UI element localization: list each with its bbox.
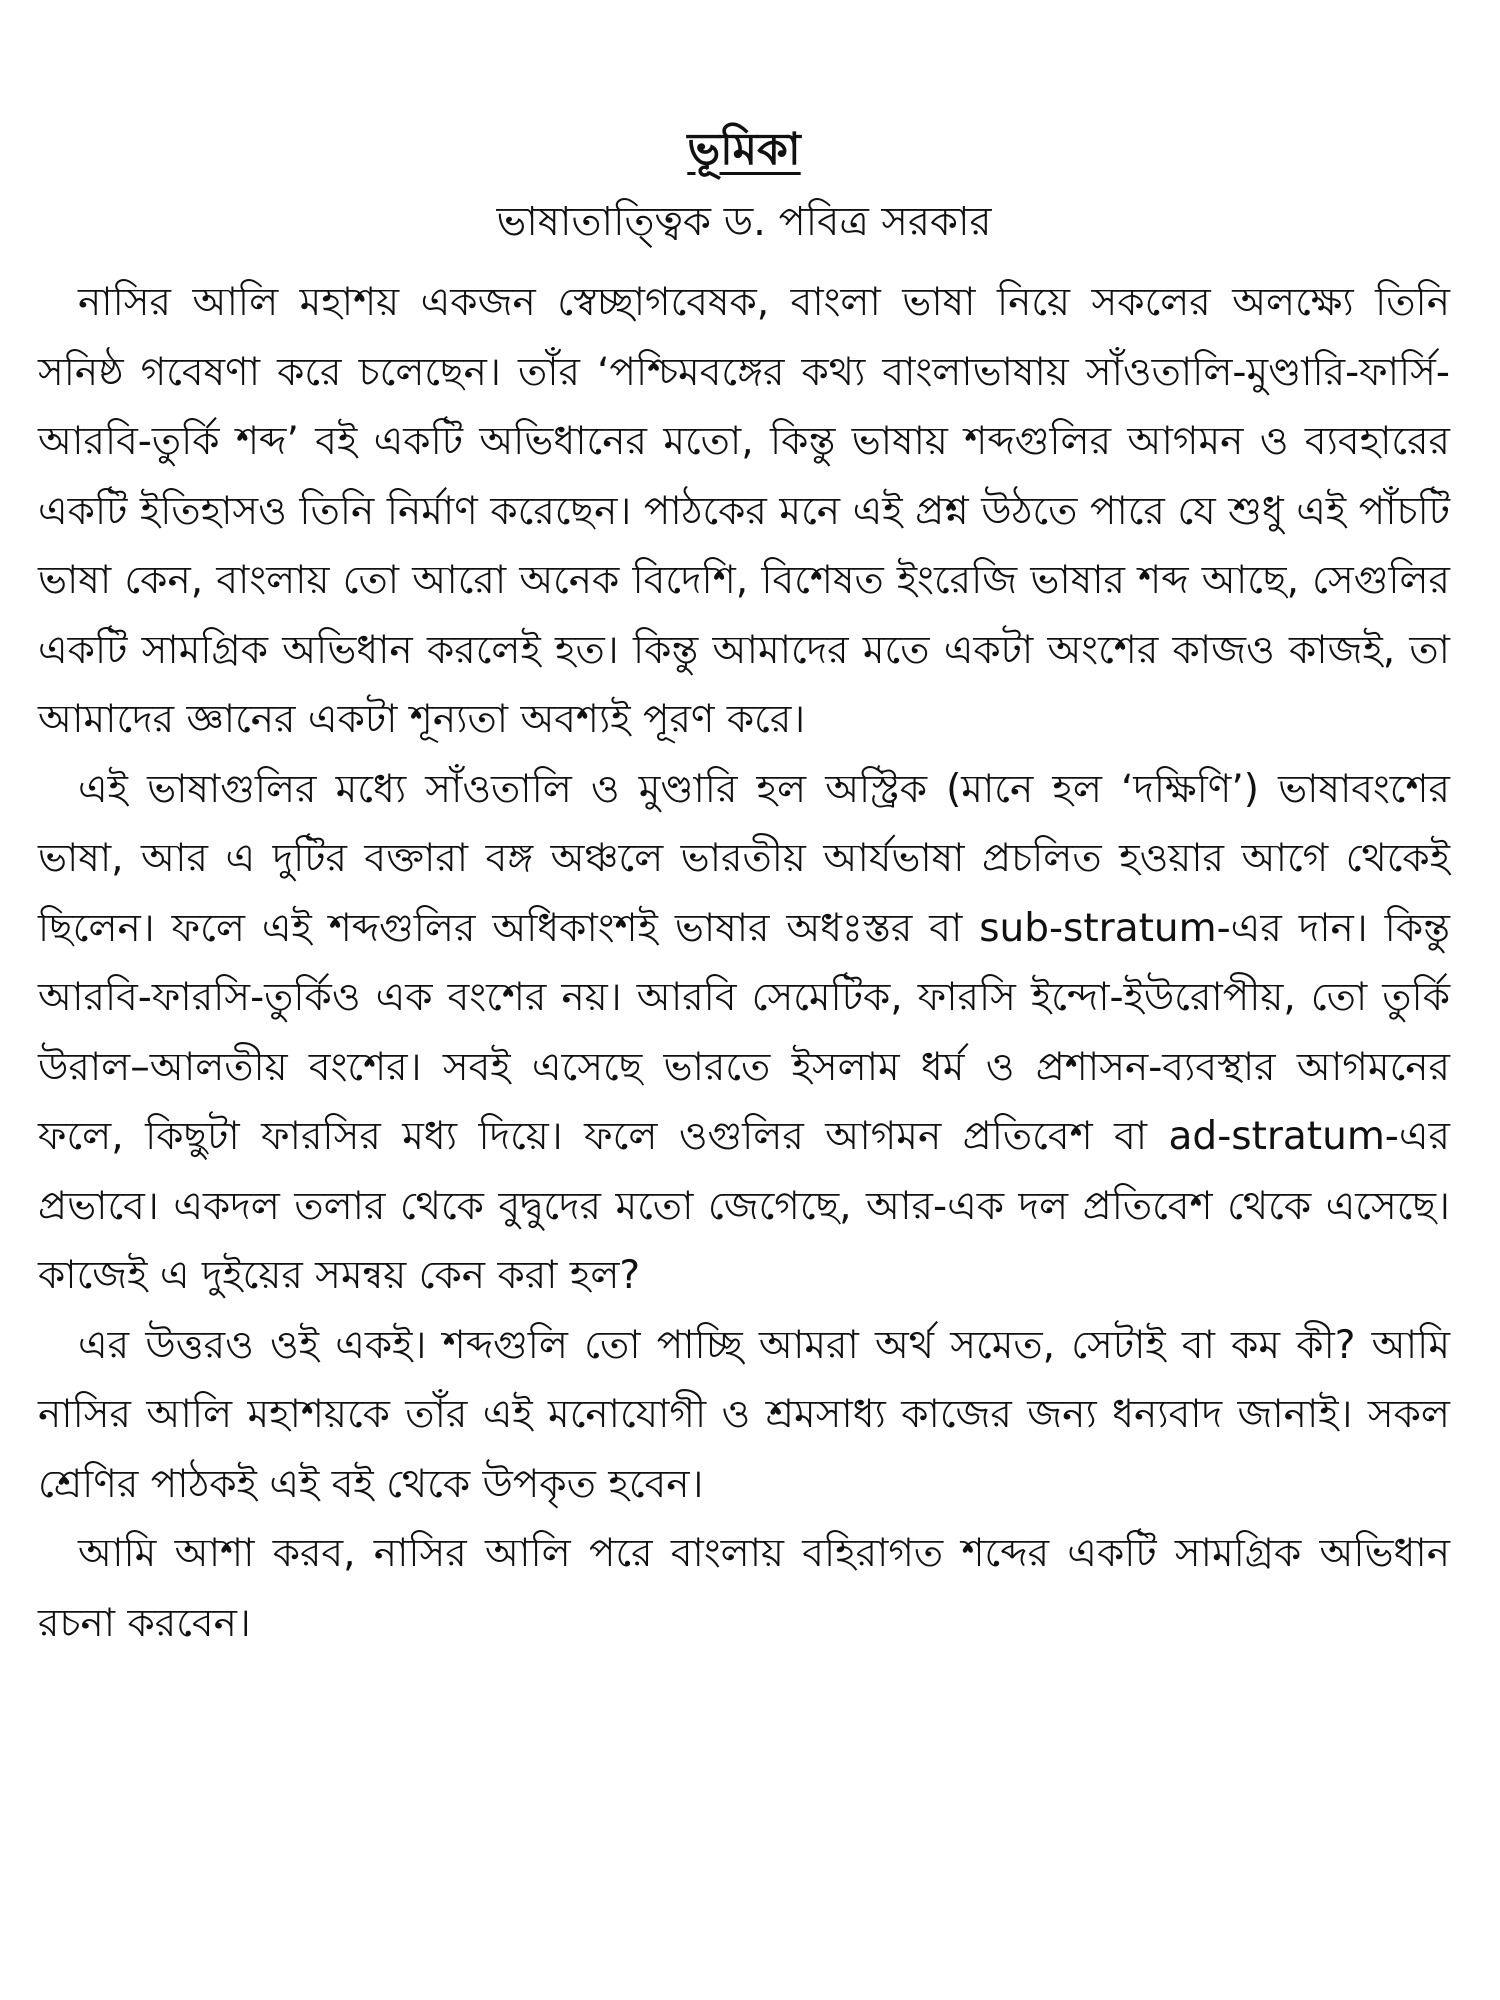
paragraph-4: আমি আশা করব, নাসির আলি পরে বাংলায় বহিরাগত শব্দের একটি সামগ্রিক অভিধান রচনা করবেন। <box>38 1531 1450 1646</box>
page-title-text: ভূমিকা <box>687 124 801 175</box>
paragraph-1: নাসির আলি মহাশয় একজন স্বেচ্ছাগবেষক, বাংলা ভাষা নিয়ে সকলের অলক্ষ্যে তিনি সনিষ্ঠ গবেষণা করে চলেছেন। তাঁর ‘পশ্চিমবঙ্গের কথ্য বাংলাভাষায় সাঁওতালি-মুণ্ডারি-ফার্সি-আরবি-তুর্কি শব্দ’ বই একটি অভিধানের মতো, কিন্তু ভাষায় শব্দগুলির আগমন ও ব্যবহারের একটি ইতিহাসও তিনি নির্মাণ করেছেন। পাঠকের মনে এই প্রশ্ন উঠতে পারে যে শুধু এই পাঁচটি ভাষা কেন, বাংলায় তো আরো অনেক বিদেশি, বিশেষত ইংরেজি ভাষার শব্দ আছে, সেগুলির একটি সামগ্রিক অভিধান করলেই হত। কিন্তু আমাদের মতে একটা অংশের কাজও কাজই, তা আমাদের জ্ঞানের একটা শূন্যতা অবশ্যই পূরণ করে। <box>38 280 1450 742</box>
paragraph-3: এর উত্তরও ওই একই। শব্দগুলি তো পাচ্ছি আমরা অর্থ সমেত, সেটাই বা কম কী? আমি নাসির আলি মহাশয়কে তাঁর এই মনোযোগী ও শ্রমসাধ্য কাজের জন্য ধন্যবাদ জানাই। সকল শ্রেণির পাঠকই এই বই থেকে উপকৃত হবেন। <box>38 1322 1450 1507</box>
document-page <box>38 120 1450 1658</box>
page-title <box>38 120 1450 180</box>
author-line: ভাষাতাত্ত্বিক ড. পবিত্র সরকার <box>496 199 992 245</box>
paragraph-2: এই ভাষাগুলির মধ্যে সাঁওতালি ও মুণ্ডারি হল অস্ট্রিক (মানে হল ‘দক্ষিণি’) ভাষাবংশের ভাষা, আর এ দুটির বক্তারা বঙ্গ অঞ্চলে ভারতীয় আর্যভাষা প্রচলিত হওয়ার আগে থেকেই ছিলেন। ফলে এই শব্দগুলির অধিকাংশই ভাষার অধঃস্তর বা sub-stratum-এর দান। কিন্তু আরবি-ফারসি-তুর্কিও এক বংশের নয়। আরবি সেমেটিক, ফারসি ইন্দো-ইউরোপীয়, তো তুর্কি উরাল–আলতীয় বংশের। সবই এসেছে ভারতে ইসলাম ধর্ম ও প্রশাসন-ব্যবস্থার আগমনের ফলে, কিছুটা ফারসির মধ্য দিয়ে। ফলে ওগুলির আগমন প্রতিবেশ বা ad-stratum-এর প্রভাবে। একদল তলার থেকে বুদ্বুদের মতো জেগেছে, আর-এক দল প্রতিবেশ থেকে এসেছে। কাজেই এ দুইয়ের সমন্বয় কেন করা হল? <box>38 766 1450 1298</box>
